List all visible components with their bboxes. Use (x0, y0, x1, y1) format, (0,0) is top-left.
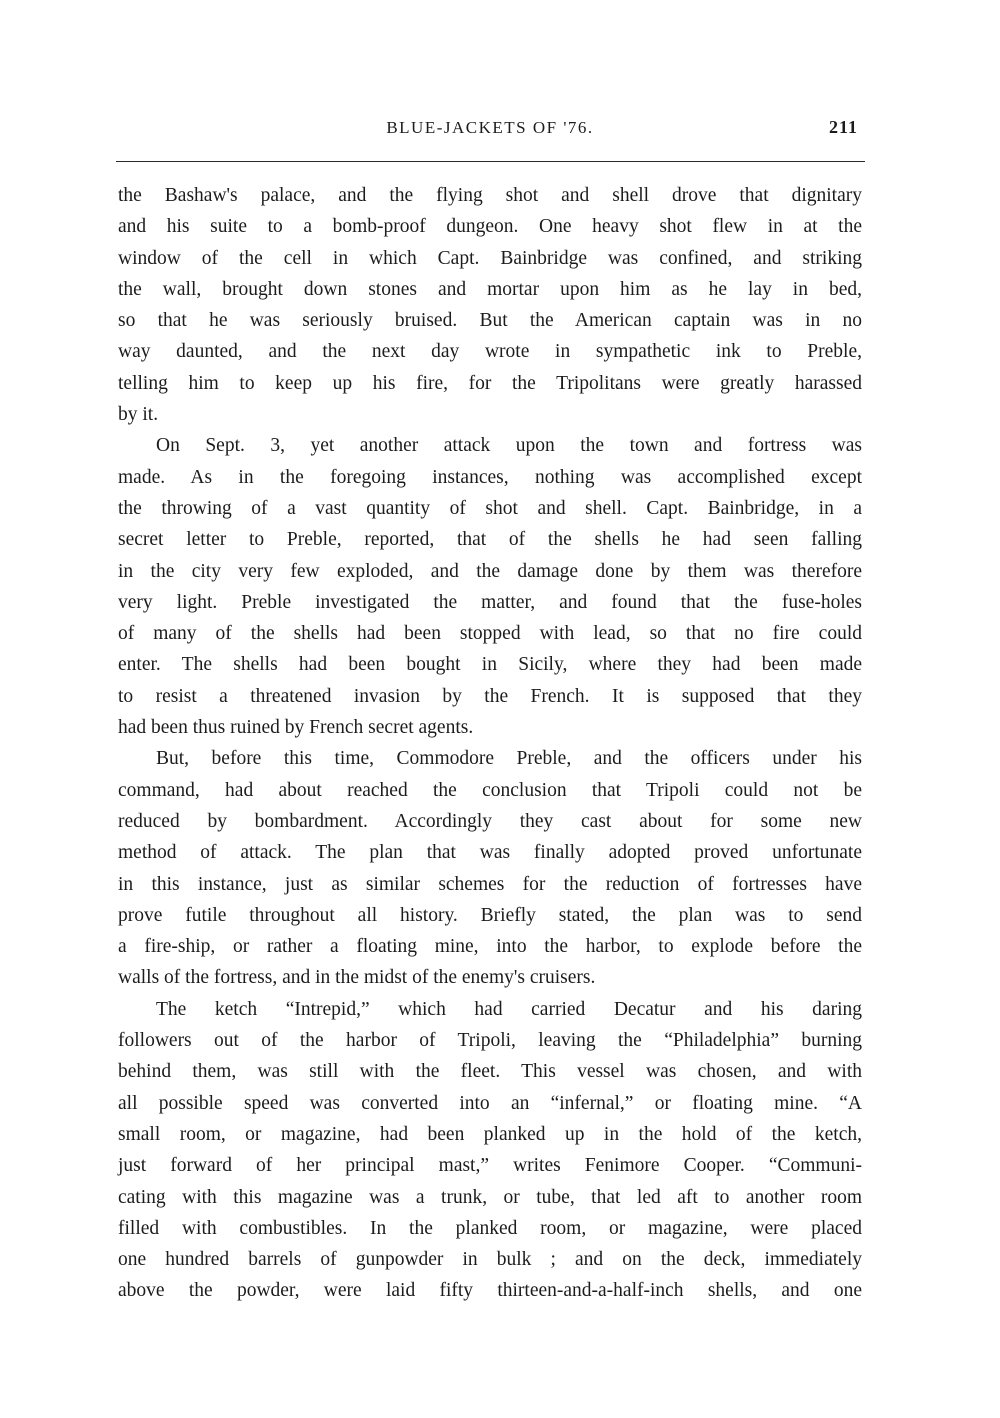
text-line: cating with this magazine was a trunk, or tube, that led aft to another room (118, 1186, 862, 1208)
text-line: reduced by bombardment. Accordingly they cast about for some new (118, 810, 862, 832)
text-line: just forward of her principal mast,” writes Fenimore Cooper. “Communi- (118, 1155, 862, 1177)
text-line: all possible speed was converted into an “infernal,” or floating mine. “A (118, 1092, 862, 1114)
paragraph-start-line: But, before this time, Commodore Preble, and the officers under his (156, 748, 862, 770)
text-line: secret letter to Preble, reported, that of the shells he had seen falling (118, 529, 862, 551)
text-line: prove futile throughout all history. Briefly stated, the plan was to send (118, 904, 862, 926)
text-line: walls of the fortress, and in the midst of the enemy's cruisers. (118, 967, 596, 989)
header-rule (116, 161, 865, 162)
text-line: way daunted, and the next day wrote in sympathetic ink to Preble, (118, 341, 862, 363)
text-line: a fire-ship, or rather a floating mine, into the harbor, to explode before the (118, 936, 862, 958)
text-line: the wall, brought down stones and mortar upon him as he lay in bed, (118, 278, 862, 300)
text-line: filled with combustibles. In the planked room, or magazine, were placed (118, 1217, 862, 1239)
text-line: the throwing of a vast quantity of shot and shell. Capt. Bainbridge, in a (118, 497, 862, 519)
body-text (118, 180, 862, 1307)
page-number: 211 (828, 117, 858, 137)
text-line: of many of the shells had been stopped with lead, so that no fire could (118, 623, 862, 645)
text-line: very light. Preble investigated the matter, and found that the fuse-holes (118, 591, 862, 613)
text-line: followers out of the harbor of Tripoli, leaving the “Philadelphia” burning (118, 1030, 862, 1052)
text-line: in the city very few exploded, and the damage done by them was therefore (118, 560, 862, 582)
page-header (118, 118, 862, 148)
paragraph-start-line: The ketch “Intrepid,” which had carried Decatur and his daring (156, 998, 862, 1020)
text-line: made. As in the foregoing instances, nothing was accomplished except (118, 466, 862, 488)
text-line: command, had about reached the conclusion that Tripoli could not be (118, 779, 862, 801)
text-line: method of attack. The plan that was finally adopted proved unfortunate (118, 842, 862, 864)
text-line: so that he was seriously bruised. But the American captain was in no (118, 310, 862, 332)
text-line: in this instance, just as similar schemes for the reduction of fortresses have (118, 873, 862, 895)
text-line: window of the cell in which Capt. Bainbridge was confined, and striking (118, 247, 862, 269)
text-line: telling him to keep up his fire, for the Tripolitans were greatly harassed (118, 372, 862, 394)
text-line: by it. (118, 404, 159, 426)
text-line: and his suite to a bomb-proof dungeon. One heavy shot flew in at the (118, 216, 862, 238)
text-line: small room, or magazine, had been planked up in the hold of the ketch, (118, 1123, 862, 1145)
paragraph-start-line: On Sept. 3, yet another attack upon the town and fortress was (156, 435, 862, 457)
text-line: one hundred barrels of gunpowder in bulk ; and on the deck, immediately (118, 1249, 862, 1271)
text-line: above the powder, were laid fifty thirteen-and-a-half-inch shells, and one (118, 1280, 862, 1302)
text-line: the Bashaw's palace, and the flying shot and shell drove that dignitary (118, 185, 862, 206)
text-line: behind them, was still with the fleet. This vessel was chosen, and with (118, 1061, 862, 1083)
text-line: enter. The shells had been bought in Sicily, where they had been made (118, 654, 862, 676)
text-line: had been thus ruined by French secret agents. (118, 717, 474, 739)
text-line: to resist a threatened invasion by the French. It is supposed that they (118, 685, 862, 707)
running-title: BLUE-JACKETS OF '76. (386, 118, 594, 137)
